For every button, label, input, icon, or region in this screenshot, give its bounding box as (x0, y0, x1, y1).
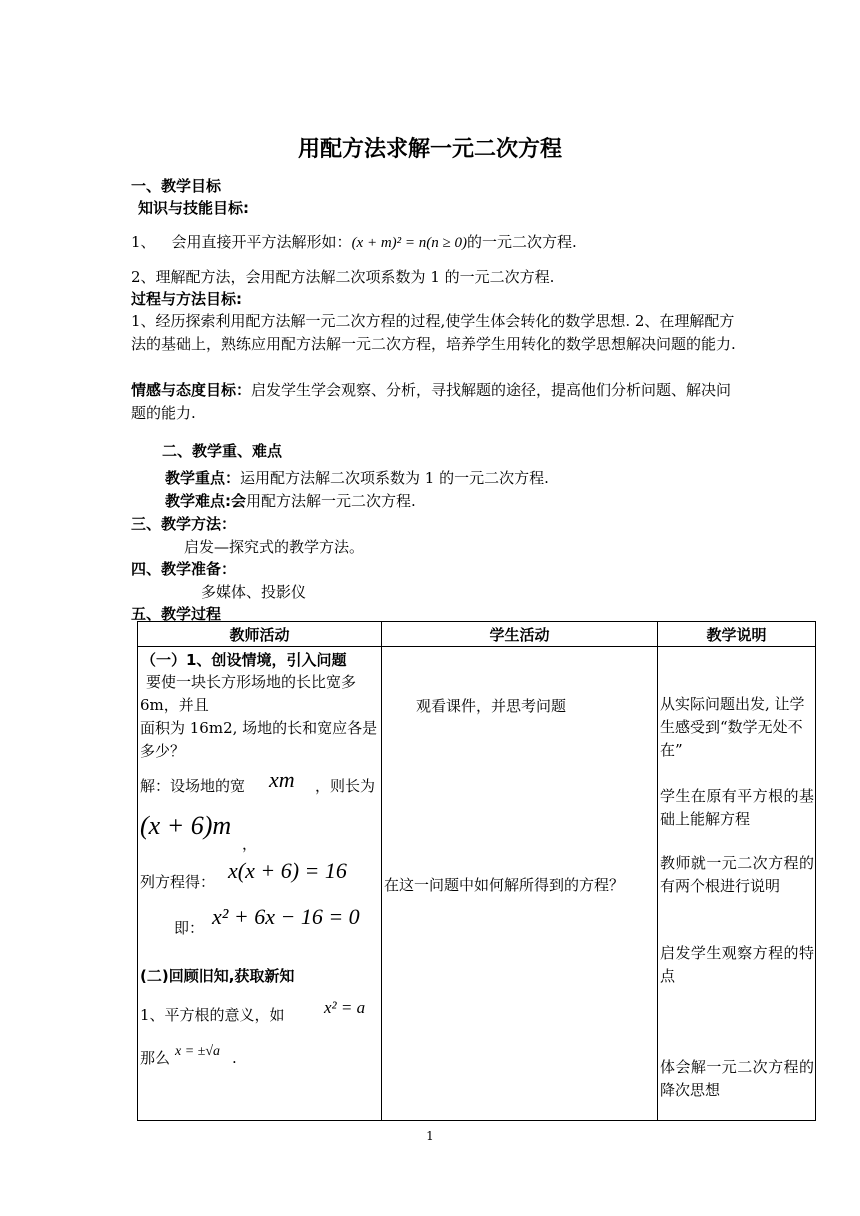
review-text-1: 1、平方根的意义，如 (140, 1006, 285, 1024)
section-heading-process: 五、教学过程 (131, 605, 222, 623)
problem-text-2: 面积为 16m2, 场地的长和宽应各是多少？ (140, 719, 378, 760)
section-heading-method: 三、教学方法： (131, 515, 237, 533)
equation-label-2: 即： (174, 919, 205, 937)
period: . (232, 1049, 237, 1067)
note-5: 体会解一元二次方程的降次思想 (660, 1058, 814, 1099)
review-text-2: 那么 (140, 1049, 171, 1067)
equation-3: x² = a (324, 998, 366, 1017)
teacher-heading-2: (二)回顾旧知,获取新知 (140, 967, 295, 985)
student-activity-1: 观看课件，并思考问题 (416, 697, 567, 715)
table-row (138, 647, 816, 1121)
teacher-cell (138, 647, 382, 1121)
subheading-process: 过程与方法目标: (131, 290, 242, 308)
length-expression: (x + 6)m (140, 811, 232, 840)
section-heading-objectives: 一、教学目标 (131, 177, 222, 195)
item-text: 会用直接开平方法解形如： (171, 233, 352, 251)
key-point (165, 467, 549, 488)
teacher-heading-1: （一）1、创设情境，引入问题 (141, 651, 347, 669)
process-goal-text: 1、经历探索利用配方法解一元二次方程的过程,使学生体会转化的数学思想. 2、在理解配方法的基础上，熟练应用配方法解一元二次方程，培养学生用转化的数学思想解决问题的能力. (131, 312, 736, 353)
equation-2: x² + 6x − 16 = 0 (212, 904, 360, 929)
objective-item-1 (131, 231, 577, 252)
equation-4: x = ±√a (175, 1044, 221, 1059)
comma: ， (242, 835, 258, 853)
solution-prefix: 解：设场地的宽 (140, 777, 246, 795)
header-student: 学生活动 (382, 622, 658, 647)
note-2: 学生在原有平方根的基础上能解方程 (660, 787, 814, 828)
attitude-goal (131, 379, 737, 425)
note-3: 教师就一元二次方程的有两个根进行说明 (660, 854, 814, 895)
section-heading-preparation: 四、教学准备： (131, 560, 237, 578)
formula: (x + m)² = n(n ≥ 0) (351, 235, 468, 251)
item-text-suffix: 的一元二次方程. (467, 233, 577, 251)
table-header-row (138, 622, 816, 647)
process-table (137, 621, 816, 1121)
section-heading-focus: 二、教学重、难点 (162, 442, 283, 460)
subheading-attitude: 情感与态度目标： (131, 381, 252, 399)
key-text: 运用配方法解二次项系数为 1 的一元二次方程. (240, 469, 549, 487)
preparation-text: 多媒体、投影仪 (201, 583, 307, 601)
solution-suffix: ，则长为 (315, 777, 376, 795)
student-cell (382, 647, 658, 1121)
equation-1: x(x + 6) = 16 (228, 858, 347, 883)
difficult-text: 用配方法解一元二次方程. (246, 492, 416, 510)
width-variable: xm (269, 767, 295, 792)
item-number: 1、 (131, 233, 156, 251)
method-text: 启发—探究式的教学方法。 (184, 538, 365, 556)
difficult-point (165, 490, 416, 511)
header-teacher: 教师活动 (138, 622, 382, 647)
difficult-label: 教学难点:会 (165, 492, 246, 510)
student-activity-2: 在这一问题中如何解所得到的方程？ (384, 876, 625, 894)
note-4: 启发学生观察方程的特点 (660, 944, 814, 985)
header-notes: 教学说明 (658, 622, 816, 647)
page-title: 用配方法求解一元二次方程 (297, 137, 562, 162)
note-1: 从实际问题出发, 让学生感受到“数学无处不在” (660, 695, 805, 759)
page-number: 1 (426, 1129, 434, 1143)
subheading-knowledge: 知识与技能目标: (138, 199, 249, 217)
equation-label: 列方程得： (140, 873, 216, 891)
problem-text-1: 要使一块长方形场地的长比宽多 6m，并且 (140, 673, 357, 714)
notes-cell (658, 647, 816, 1121)
key-label: 教学重点： (165, 469, 241, 487)
objective-item-2: 2、理解配方法，会用配方法解二次项系数为 1 的一元二次方程. (131, 268, 555, 286)
attitude-text: 启发学生学会观察、分析，寻找解题的途径，提高他们分析问题、解决问题的能力. (131, 381, 732, 422)
